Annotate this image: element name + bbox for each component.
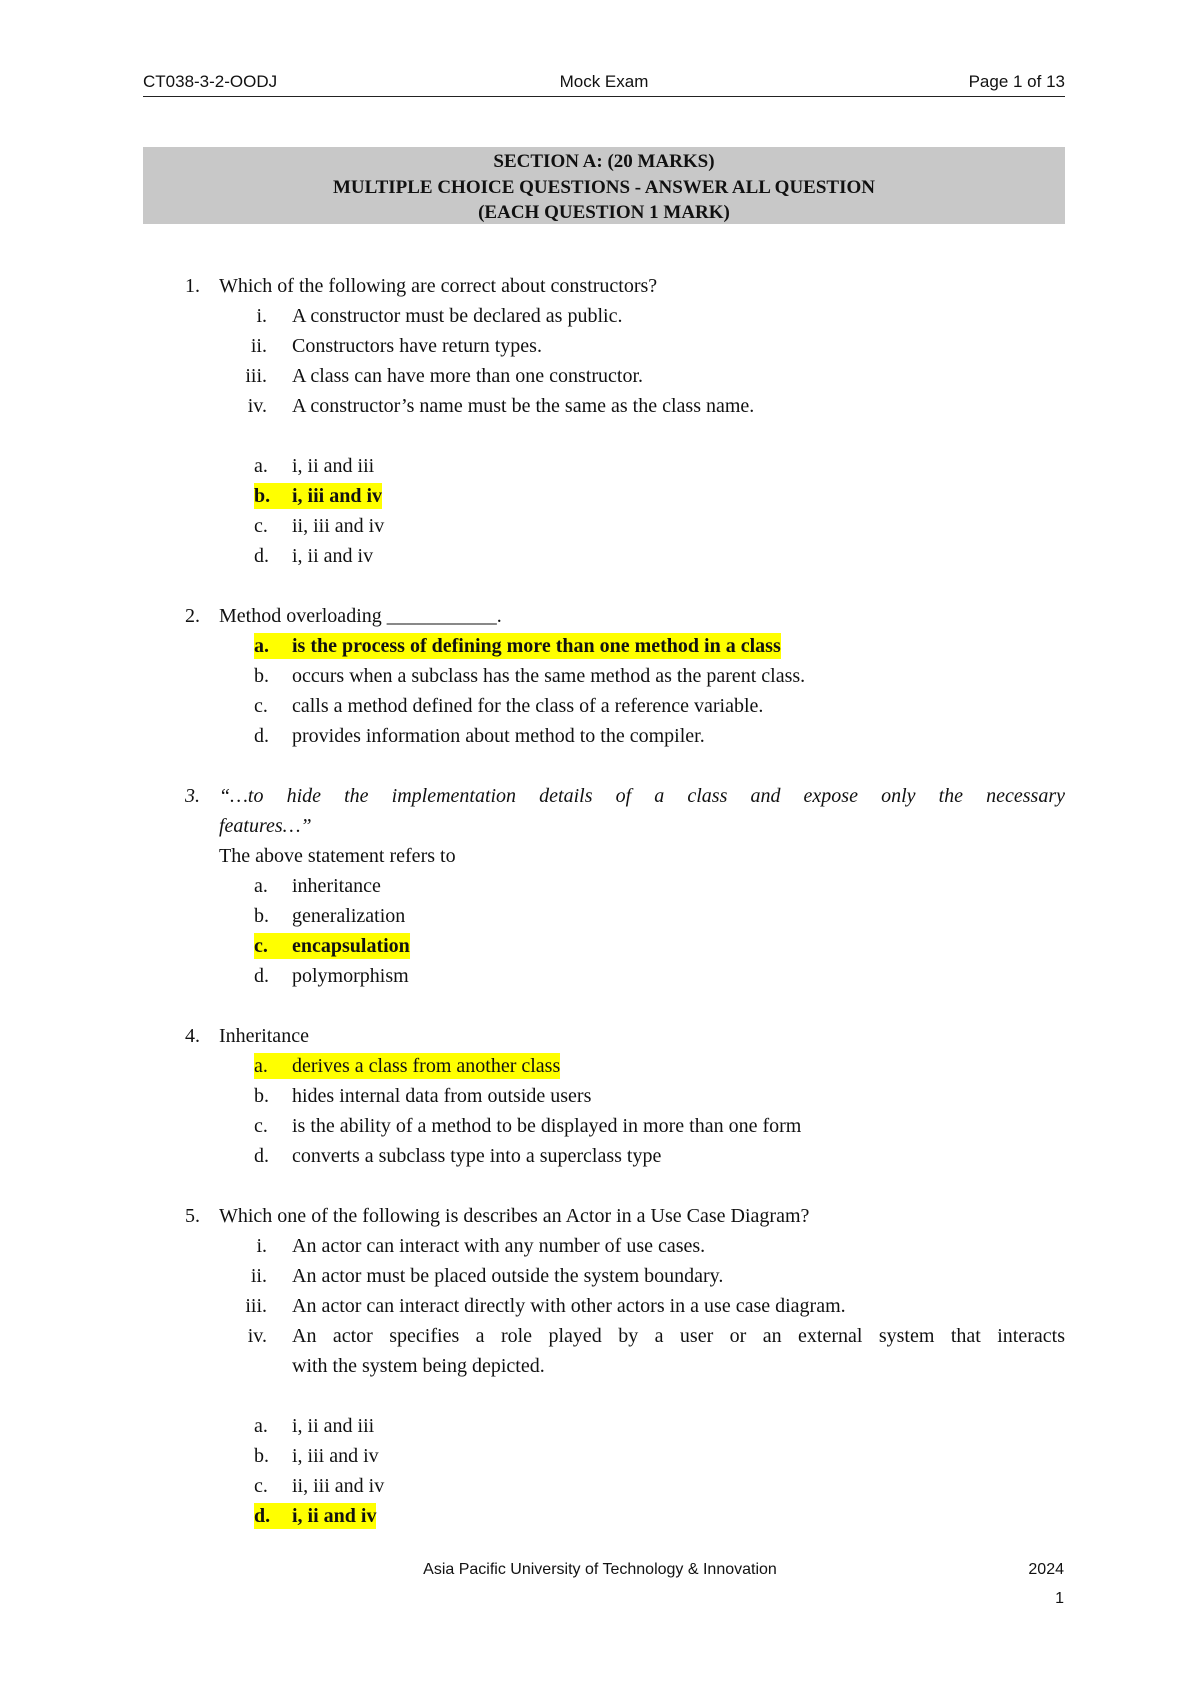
question-text: Method overloading ___________.: [219, 605, 502, 627]
course-code: CT038-3-2-OODJ: [143, 72, 278, 91]
page-indicator: Page 1 of 13: [968, 72, 1065, 91]
questions-list: 1. Which of the following are correct about constructors? i. A constructor must be declared as public. ii. Constructors have return types. iii. A class can have more than one constructor. iv. A constructor’s name must be the same as the class name. a. i, ii and iii b. i, iii and iv c. ii, iii and iv d. i, ii and iv 2. Method overloading ___________. a. is the process of defining more than one method in a class b. occurs when a subclass has the same method as the parent class. c. calls a method defined for the class of a reference variable. d. provides information about method to the compiler. 3. “…to hide the implementation details of a class and expose only the necessary features…” The above statement refers to a. inheritance b. generalization c. encapsulation d. polymorphism 4. Inheritance a. derives a class from another class b. hides internal data from outside users c. is the ability of a method to be displayed in more than one form d. converts a subclass type into a superclass type 5. Which one of the following is describes an Actor in a Use Case Diagram? i. An actor can interact with any number of use cases. ii. An actor must be placed outside the system boundary. iii. An actor can interact directly with other actors in a use case diagram. iv. An actor specifies a role played by a user or an external system that interacts with the system being depicted. a. i, ii and iii b. i, iii and iv c. ii, iii and iv d. i, ii and iv: [0, 0, 1200, 1696]
question-number: 3.: [185, 785, 200, 807]
page-number: 1: [1055, 1590, 1064, 1607]
question-text: Which one of the following is describes an Actor in a Use Case Diagram?: [219, 1205, 810, 1227]
question-quote: “…to hide the implementation details of a class and expose only the necessary: [219, 785, 1065, 807]
header-title: Mock Exam: [559, 72, 649, 91]
university-name: Asia Pacific University of Technology & Innovation: [423, 1561, 777, 1578]
question-number: 2.: [185, 605, 200, 627]
footer-year: 2024: [1028, 1561, 1064, 1578]
section-title: SECTION A: (20 MARKS): [493, 151, 715, 172]
question-number: 4.: [185, 1025, 200, 1047]
section-subtitle: MULTIPLE CHOICE QUESTIONS - ANSWER ALL QUESTION: [332, 176, 875, 198]
question-text: Which of the following are correct about constructors?: [219, 275, 658, 297]
question-text: Inheritance: [219, 1025, 309, 1047]
question-number: 1.: [185, 275, 200, 297]
section-marks: (EACH QUESTION 1 MARK): [478, 202, 730, 224]
question-number: 5.: [185, 1205, 200, 1227]
